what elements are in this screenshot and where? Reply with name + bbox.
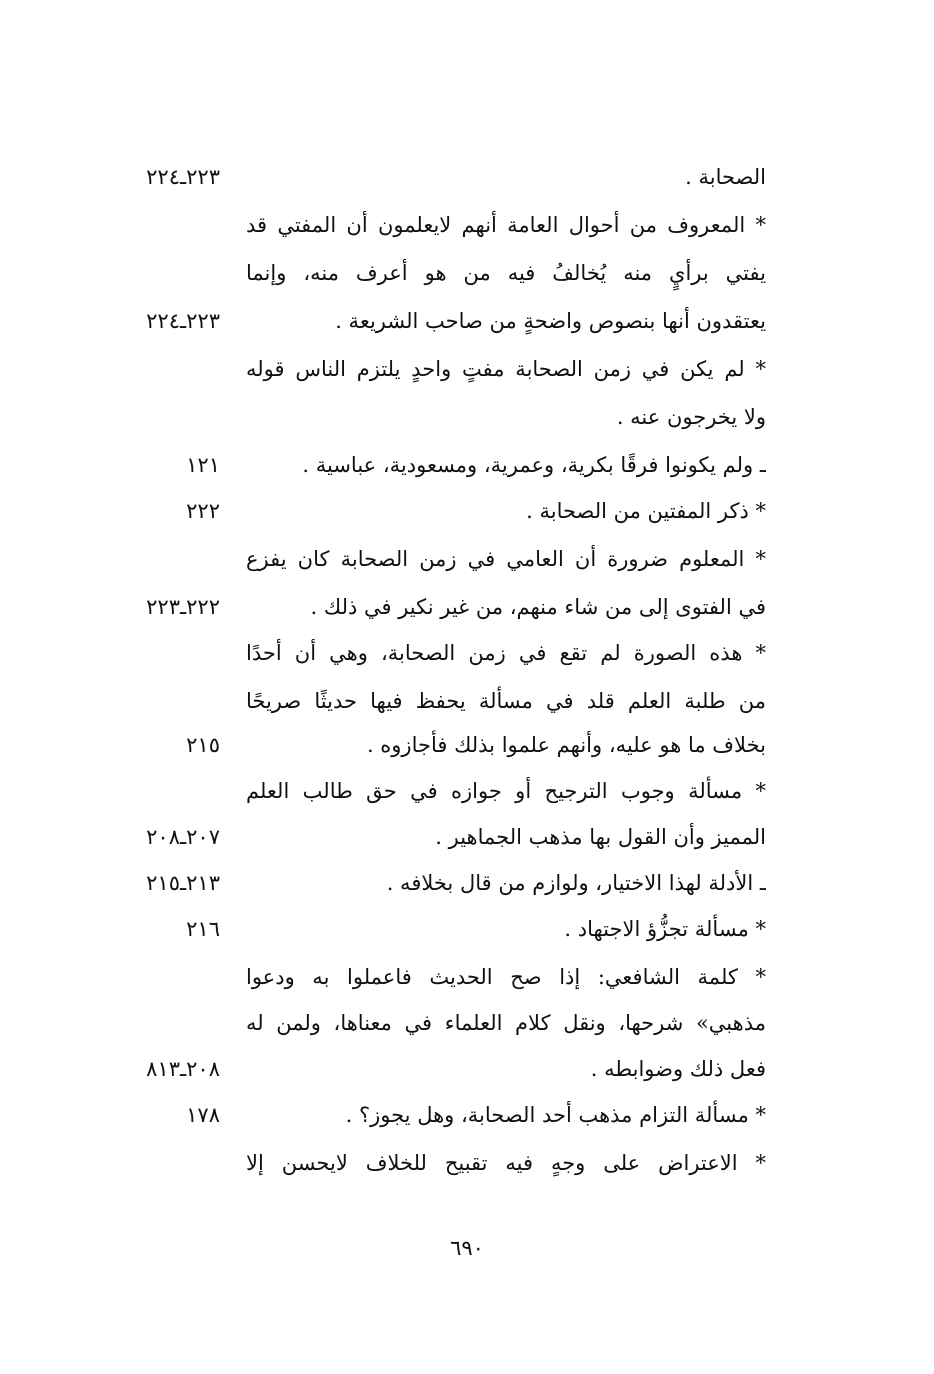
entry-text: الصحابة . — [685, 165, 766, 189]
index-entry-line — [0, 906, 934, 952]
index-entry-line — [0, 630, 934, 676]
entry-text: مذهبي» شرحها، ونقل كلام العلماء في معناها، ولمن له — [246, 1011, 766, 1035]
page-reference: ٢١٦ — [186, 917, 220, 941]
index-entry-line — [0, 678, 934, 724]
entry-text: ولا يخرجون عنه . — [616, 405, 766, 429]
index-entry-line — [0, 1000, 934, 1046]
entry-text: * لم يكن في زمن الصحابة مفتٍ واحدٍ يلتزم الناس قوله — [246, 357, 766, 381]
entry-text: * المعلوم ضرورة أن العامي في زمن الصحابة كان يفزع — [246, 547, 766, 571]
entry-text: المميز وأن القول بها مذهب الجماهير . — [435, 825, 766, 849]
page-reference: ٢١٣ـ٢١٥ — [146, 871, 220, 895]
index-entry-line — [0, 394, 934, 440]
index-entry-line — [0, 584, 934, 630]
page-reference: ٢٠٧ـ٢٠٨ — [146, 825, 220, 849]
index-entry-line — [0, 860, 934, 906]
index-entry-line — [0, 250, 934, 296]
index-entry-line — [0, 346, 934, 392]
entry-text: فعل ذلك وضوابطه . — [590, 1057, 766, 1081]
entry-text: ـ ولم يكونوا فرقًا بكرية، وعمرية، ومسعودية، عباسية . — [302, 453, 766, 477]
entry-text: * الاعتراض على وجهٍ فيه تقبيح للخلاف لايحسن إلا — [246, 1151, 766, 1175]
page-reference: ٢٢٢ — [186, 499, 220, 523]
index-entry-line — [0, 954, 934, 1000]
index-entry-line — [0, 1046, 934, 1092]
page-number: ٦٩٠ — [450, 1236, 484, 1260]
entry-text: * مسألة تجزُّؤ الاجتهاد . — [564, 917, 766, 941]
entry-text: * المعروف من أحوال العامة أنهم لايعلمون أن المفتي قد — [246, 213, 766, 237]
entry-text: في الفتوى إلى من شاء منهم، من غير نكير في ذلك . — [310, 595, 766, 619]
index-entry-line — [0, 298, 934, 344]
page-reference: ٢١٥ — [186, 733, 220, 757]
entry-text: بخلاف ما هو عليه، وأنهم علموا بذلك فأجازوه . — [366, 733, 766, 757]
index-entry-line — [0, 536, 934, 582]
index-entry-line — [0, 488, 934, 534]
index-entry-line — [0, 442, 934, 488]
index-entry-line — [0, 722, 934, 768]
index-entry-line — [0, 1092, 934, 1138]
entry-text: * مسألة التزام مذهب أحد الصحابة، وهل يجوز؟ . — [345, 1103, 766, 1127]
index-entry-line — [0, 154, 934, 200]
entry-text: يفتي برأيٍ منه يُخالفُ فيه من هو أعرف منه، وإنما — [246, 261, 766, 285]
entry-text: يعتقدون أنها بنصوص واضحةٍ من صاحب الشريعة . — [335, 309, 766, 333]
page-reference: ١٧٨ — [186, 1103, 220, 1127]
page-reference: ٢٢٣ـ٢٢٤ — [146, 309, 220, 333]
index-entry-line — [0, 1140, 934, 1186]
page-reference: ٢٢٣ـ٢٢٤ — [146, 165, 220, 189]
page-reference: ١٢١ — [186, 453, 220, 477]
index-entry-line — [0, 202, 934, 248]
entry-text: من طلبة العلم قلد في مسألة يحفظ فيها حديثًا صريحًا — [246, 689, 766, 713]
index-entry-line — [0, 814, 934, 860]
index-entry-line — [0, 768, 934, 814]
entry-text: * ذكر المفتين من الصحابة . — [526, 499, 766, 523]
page-reference: ٢٢٢ـ٢٢٣ — [146, 595, 220, 619]
entry-text: * هذه الصورة لم تقع في زمن الصحابة، وهي أن أحدًا — [246, 641, 766, 665]
entry-text: * كلمة الشافعي: إذا صح الحديث فاعملوا به ودعوا — [246, 965, 766, 989]
entry-text: * مسألة وجوب الترجيح أو جوازه في حق طالب العلم — [246, 779, 766, 803]
page-reference: ٢٠٨ـ٨١٣ — [146, 1057, 220, 1081]
entry-text: ـ الأدلة لهذا الاختيار، ولوازم من قال بخلافه . — [386, 871, 766, 895]
